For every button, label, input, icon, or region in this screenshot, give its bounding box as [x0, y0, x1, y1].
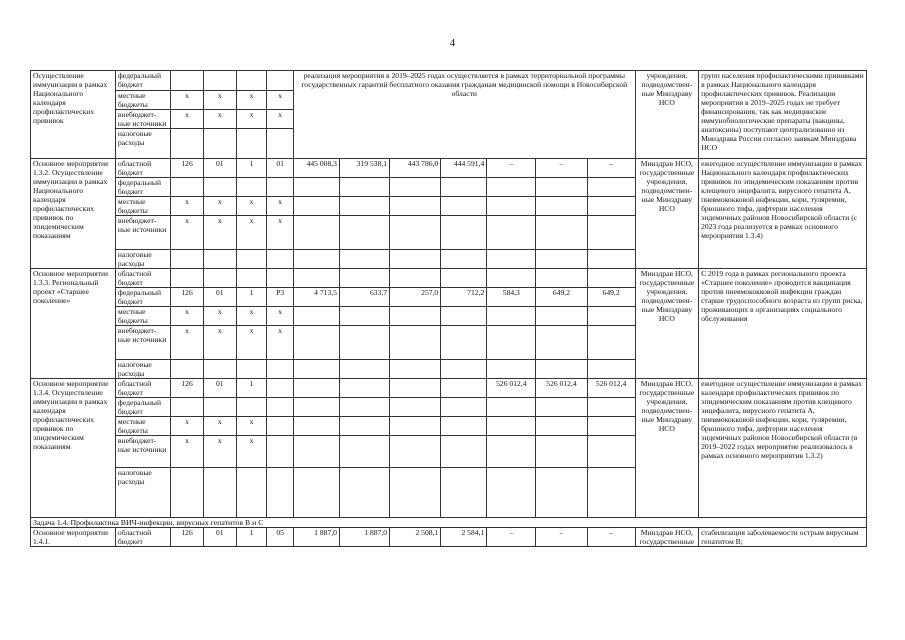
year-value	[339, 269, 389, 288]
funding-source: внебюджет-ные источники	[115, 436, 170, 468]
budget-code: x	[267, 216, 294, 250]
program-table	[30, 70, 867, 547]
budget-code: x	[236, 110, 267, 129]
year-value	[536, 307, 587, 326]
budget-code: x	[236, 326, 267, 360]
year-value	[536, 360, 587, 379]
budget-code	[171, 360, 204, 379]
year-value	[587, 216, 635, 250]
budget-code	[171, 250, 204, 269]
table-row	[31, 159, 867, 178]
budget-code	[171, 269, 204, 288]
year-value	[441, 250, 487, 269]
year-value	[487, 178, 536, 197]
year-value	[487, 307, 536, 326]
budget-code: x	[171, 197, 204, 216]
funding-source: внебюджет-ные источники	[115, 216, 170, 250]
budget-code: x	[203, 91, 236, 110]
budget-code	[236, 178, 267, 197]
funding-source: федеральный бюджет	[115, 178, 170, 197]
budget-code: x	[203, 417, 236, 436]
year-value	[441, 360, 487, 379]
year-value	[390, 269, 441, 288]
budget-code	[236, 71, 267, 91]
year-value	[536, 178, 587, 197]
budget-code	[236, 398, 267, 417]
budget-code: x	[171, 307, 204, 326]
budget-code: 01	[203, 288, 236, 307]
budget-code: x	[236, 436, 267, 468]
year-value	[293, 436, 339, 468]
budget-code: 01	[203, 159, 236, 178]
funding-source: внебюджет-ные источники	[115, 110, 170, 129]
budget-code	[171, 398, 204, 417]
year-value	[487, 197, 536, 216]
year-value	[487, 468, 536, 518]
budget-code	[236, 360, 267, 379]
budget-code: x	[203, 216, 236, 250]
budget-code	[171, 71, 204, 91]
year-value	[293, 398, 339, 417]
year-value	[441, 379, 487, 398]
budget-code: 126	[171, 379, 204, 398]
executor: учреждения, подведомствен-ные Минздраву НСО	[635, 71, 698, 159]
year-value: –	[587, 159, 635, 178]
year-value	[487, 398, 536, 417]
year-value: 257,0	[390, 288, 441, 307]
year-value: 319 538,1	[339, 159, 389, 178]
funding-source: областной бюджет	[115, 379, 170, 398]
budget-code	[267, 436, 294, 468]
budget-code: x	[236, 216, 267, 250]
year-value	[487, 436, 536, 468]
year-value: 4 713,5	[293, 288, 339, 307]
year-value	[339, 216, 389, 250]
year-value: 444 591,4	[441, 159, 487, 178]
budget-code	[267, 360, 294, 379]
year-value	[339, 379, 389, 398]
budget-code: x	[267, 91, 294, 110]
year-value	[293, 417, 339, 436]
budget-code: x	[203, 436, 236, 468]
year-value	[587, 269, 635, 288]
year-value: 1 887,0	[339, 528, 389, 547]
year-value	[536, 326, 587, 360]
budget-code: P3	[267, 288, 294, 307]
year-value	[536, 417, 587, 436]
year-value	[293, 360, 339, 379]
year-value: 633,7	[339, 288, 389, 307]
budget-code: x	[267, 110, 294, 129]
year-value	[487, 216, 536, 250]
budget-code: 1	[236, 528, 267, 547]
year-value	[587, 178, 635, 197]
activity-title: Основное мероприятие 1.3.4. Осуществление иммунизации в рамках календаря профилактических прививок по эпидемическим показаниям	[31, 379, 116, 518]
year-value	[390, 360, 441, 379]
year-value	[587, 326, 635, 360]
year-value	[293, 307, 339, 326]
executor: Минздрав НСО, государственные учреждения, подведомствен-ные Минздраву НСО	[635, 269, 698, 379]
year-value	[339, 436, 389, 468]
budget-code	[267, 250, 294, 269]
budget-code: x	[171, 91, 204, 110]
expected-result: ежегодное осуществление иммунизации в рамках календаря профилактических прививок по эпидемическим показаниям против клещевого энцефалита, вирусного гепатита А, пневмококковой инфекции, кори, туляремии, брюшного тифа, дифтерии населения эндемичных районов Новосибирской области (в 2019–2022 годах мероприятие реализовалось в рамках основного мероприятия 1.3.2)	[699, 379, 867, 518]
budget-code: 01	[267, 159, 294, 178]
year-value	[536, 468, 587, 518]
budget-code	[203, 468, 236, 518]
year-value: 2 584,1	[441, 528, 487, 547]
year-value	[339, 360, 389, 379]
budget-code: 1	[236, 288, 267, 307]
budget-code	[203, 250, 236, 269]
budget-code	[236, 468, 267, 518]
year-value	[390, 468, 441, 518]
budget-code	[171, 178, 204, 197]
year-value: 443 786,0	[390, 159, 441, 178]
year-value	[390, 326, 441, 360]
year-value: –	[487, 159, 536, 178]
table-row	[31, 71, 867, 91]
funding-source: областной бюджет	[115, 159, 170, 178]
task-row	[31, 518, 867, 528]
budget-code: x	[203, 326, 236, 360]
funding-source: местные бюджеты	[115, 197, 170, 216]
budget-code: x	[267, 197, 294, 216]
merged-note: реализация мероприятия в 2019–2025 годах осуществляется в рамках территориальной программы государственных гарантий бесплатного оказания гражданам медицинской помощи в Новосибирской области	[293, 71, 635, 159]
budget-code: x	[267, 326, 294, 360]
budget-code	[203, 129, 236, 159]
budget-code: x	[236, 307, 267, 326]
year-value	[390, 417, 441, 436]
year-value	[339, 417, 389, 436]
year-value	[441, 197, 487, 216]
year-value	[339, 468, 389, 518]
year-value	[293, 269, 339, 288]
year-value: –	[536, 159, 587, 178]
funding-source: местные бюджеты	[115, 307, 170, 326]
year-value: 2 508,1	[390, 528, 441, 547]
year-value	[390, 250, 441, 269]
budget-code	[267, 379, 294, 398]
year-value	[536, 398, 587, 417]
budget-code	[171, 129, 204, 159]
year-value	[587, 360, 635, 379]
year-value	[390, 178, 441, 197]
year-value: 649,2	[536, 288, 587, 307]
expected-result: групп населения профилактическими прививками в рамках Национального календаря профилактических прививок. Реализация мероприятия в 2019–2025 годах не требует финансирования, так как медицинские иммунобиологические препараты (вакцины, анатоксины) поступают централизованно из Минздрава России согласно заявкам Минздрава НСО	[699, 71, 867, 159]
year-value	[587, 307, 635, 326]
funding-source: внебюджет-ные источники	[115, 326, 170, 360]
expected-result: С 2019 года в рамках регионального проекта «Старшее поколение» проводится вакцинация против пневмококковой инфекции граждан старше трудоспособного возраста из групп риска, проживающих в организациях социального обслуживания	[699, 269, 867, 379]
budget-code: x	[236, 417, 267, 436]
budget-code: 126	[171, 528, 204, 547]
year-value	[587, 250, 635, 269]
year-value	[487, 360, 536, 379]
year-value	[339, 307, 389, 326]
budget-code: 126	[171, 288, 204, 307]
year-value	[441, 398, 487, 417]
funding-source: местные бюджеты	[115, 91, 170, 110]
table-row	[31, 269, 867, 288]
funding-source: местные бюджеты	[115, 417, 170, 436]
year-value	[390, 197, 441, 216]
budget-code: x	[171, 216, 204, 250]
year-value	[441, 216, 487, 250]
budget-code: x	[171, 417, 204, 436]
budget-code	[236, 129, 267, 159]
budget-code: 05	[267, 528, 294, 547]
year-value	[587, 398, 635, 417]
year-value	[293, 216, 339, 250]
activity-title: Основное мероприятие 1.3.2. Осуществление иммунизации в рамках Национального календаря профилактических прививок по эпидемическим показаниям	[31, 159, 116, 269]
task-title: Задача 1.4. Профилактика ВИЧ-инфекции, вирусных гепатитов В и С	[31, 518, 867, 528]
year-value	[339, 250, 389, 269]
year-value	[536, 216, 587, 250]
budget-code	[236, 250, 267, 269]
funding-source: налоговые расходы	[115, 129, 170, 159]
year-value	[441, 468, 487, 518]
budget-code	[267, 71, 294, 91]
page-number: 4	[449, 37, 456, 49]
budget-code	[203, 178, 236, 197]
year-value	[441, 436, 487, 468]
budget-code	[203, 360, 236, 379]
activity-title: Основное мероприятие 1.4.1.	[31, 528, 116, 547]
year-value	[487, 250, 536, 269]
year-value	[441, 178, 487, 197]
funding-source: федеральный бюджет	[115, 288, 170, 307]
budget-code: x	[203, 307, 236, 326]
funding-source: налоговые расходы	[115, 250, 170, 269]
funding-source: федеральный бюджет	[115, 398, 170, 417]
year-value	[536, 197, 587, 216]
year-value: –	[487, 528, 536, 547]
year-value	[339, 398, 389, 417]
activity-title: Осуществление иммунизации в рамках Национального календаря профилактических прививок	[31, 71, 116, 159]
expected-result: ежегодное осуществление иммунизации в рамках Национального календаря профилактических прививок по эпидемическим показаниям против клещевого энцефалита, вирусного гепатита А, пневмококковой инфекции, кори, туляремии, брюшного тифа, дифтерии населения эндемичных районов Новосибирской области (с 2023 года реализуется в рамках основного мероприятия 1.3.4)	[699, 159, 867, 269]
year-value	[441, 417, 487, 436]
year-value	[487, 269, 536, 288]
year-value: 1 887,0	[293, 528, 339, 547]
year-value: 445 008,3	[293, 159, 339, 178]
funding-source: областной бюджет	[115, 528, 170, 547]
year-value	[390, 216, 441, 250]
budget-code: 1	[236, 379, 267, 398]
budget-code: x	[236, 197, 267, 216]
budget-code: 126	[171, 159, 204, 178]
year-value	[536, 269, 587, 288]
executor: Минздрав НСО, государственные учреждения, подведомствен-ные Минздраву НСО	[635, 379, 698, 518]
budget-code	[267, 398, 294, 417]
year-value	[293, 178, 339, 197]
year-value: 526 012,4	[536, 379, 587, 398]
year-value	[587, 197, 635, 216]
budget-code	[267, 468, 294, 518]
budget-code	[267, 129, 294, 159]
year-value	[487, 326, 536, 360]
budget-code: x	[236, 91, 267, 110]
year-value	[587, 417, 635, 436]
budget-code: x	[203, 197, 236, 216]
year-value	[441, 307, 487, 326]
year-value	[441, 269, 487, 288]
funding-source: областной бюджет	[115, 269, 170, 288]
year-value: –	[536, 528, 587, 547]
budget-code	[203, 269, 236, 288]
year-value	[390, 307, 441, 326]
year-value	[339, 197, 389, 216]
year-value: 526 012,4	[587, 379, 635, 398]
year-value	[390, 436, 441, 468]
year-value	[487, 417, 536, 436]
year-value	[390, 398, 441, 417]
year-value: –	[587, 528, 635, 547]
year-value	[390, 379, 441, 398]
budget-code: 01	[203, 528, 236, 547]
activity-title: Основное мероприятие 1.3.3. Региональный проект «Старшее поколение»	[31, 269, 116, 379]
year-value	[293, 250, 339, 269]
year-value	[587, 468, 635, 518]
year-value	[536, 250, 587, 269]
year-value: 526 012,4	[487, 379, 536, 398]
funding-source: федеральный бюджет	[115, 71, 170, 91]
budget-code	[267, 178, 294, 197]
budget-code	[203, 398, 236, 417]
budget-code: x	[203, 110, 236, 129]
year-value	[293, 197, 339, 216]
expected-result: стабилизация заболеваемости острым вирусным гепатитом В;	[699, 528, 867, 547]
budget-code: x	[267, 307, 294, 326]
funding-source: налоговые расходы	[115, 360, 170, 379]
year-value: 584,3	[487, 288, 536, 307]
budget-code: 1	[236, 159, 267, 178]
year-value	[293, 468, 339, 518]
budget-code: x	[171, 326, 204, 360]
budget-code: x	[171, 110, 204, 129]
executor: Минздрав НСО, государственные учреждения, подведомствен-ные Минздраву НСО	[635, 159, 698, 269]
budget-code: x	[171, 436, 204, 468]
budget-code	[267, 269, 294, 288]
budget-code: 01	[203, 379, 236, 398]
year-value	[339, 178, 389, 197]
executor: Минздрав НСО, государственные	[635, 528, 698, 547]
budget-code	[171, 468, 204, 518]
budget-code	[203, 71, 236, 91]
table-row	[31, 528, 867, 547]
budget-code	[236, 269, 267, 288]
year-value	[293, 326, 339, 360]
year-value: 712,2	[441, 288, 487, 307]
table-row	[31, 379, 867, 398]
funding-source: налоговые расходы	[115, 468, 170, 518]
year-value	[441, 326, 487, 360]
year-value: 649,2	[587, 288, 635, 307]
year-value	[293, 379, 339, 398]
year-value	[536, 436, 587, 468]
year-value	[339, 326, 389, 360]
year-value	[587, 436, 635, 468]
budget-code	[267, 417, 294, 436]
